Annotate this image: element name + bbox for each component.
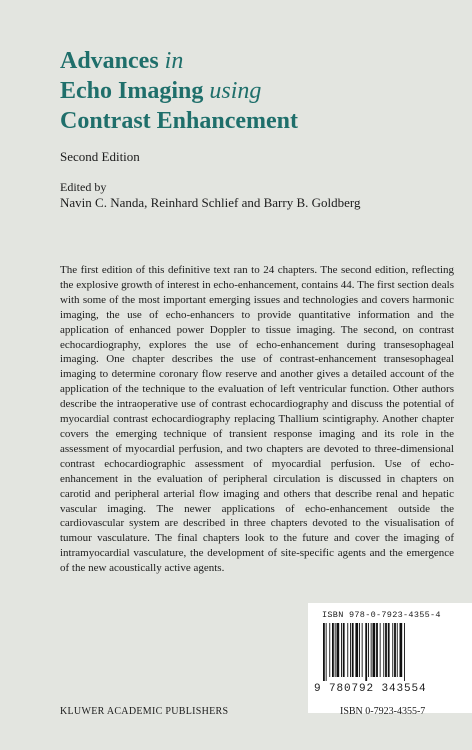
barcode-image <box>322 623 462 681</box>
isbn10-label: ISBN 0-7923-4355-7 <box>340 706 426 717</box>
publisher-name: KLUWER ACADEMIC PUBLISHERS <box>60 706 229 717</box>
title-line-1-text: Advances <box>60 48 165 74</box>
title-line-2 <box>60 76 460 106</box>
editors-names: Navin C. Nanda, Reinhard Schlief and Barry B. Goldberg <box>60 195 361 210</box>
edition-label: Second Edition <box>60 149 140 164</box>
book-title <box>60 46 460 136</box>
isbn13-label: ISBN 978-0-7923-4355-4 <box>322 610 441 620</box>
book-description: The first edition of this definitive text ran to 24 chapters. The second edition, reflecting the explosive growth of interest in echo-enhancement, contains 44. The first section deals with some of the most important emerging issues and technologies and covers harmonic imaging, the use of echo-enhancers to provide quantitative information and the application of enhanced power Doppler to tissue imaging. The second, on contrast echocardiography, explores the use of echo-enhancement during transesophageal imaging. One chapter describes the use of contrast-enhancement transesophageal imaging to determine coronary flow reserve and another gives a detailed account of the application of the technique to the evaluation of left ventricular function. Other authors describe the intraoperative use of contrast echocardiography and discuss the potential of myocardial contrast echocardiography replacing Thallium scintigraphy. Another chapter covers the emerging technique of transient response imaging and its role in the assessment of myocardial perfusion, and two chapters are devoted to three-dimensional contrast echocardiographic assessment of myocardial perfusion. Use of echo-enhancement in the evaluation of peripheral circulation is discussed in chapters on carotid and peripheral arterial flow imaging and others that describe renal and hepatic vascular imaging. The newer applications of echo-enhancement outside the cardiovascular system are described in three chapters devoted to the visualisation of tumour vasculature. The final chapters look to the future and cover the imaging of intramyocardial vasculature, the development of site-specific agents and the emergence of the new acoustically active agents. <box>60 264 454 575</box>
title-line-1-italic: in <box>164 48 184 74</box>
title-line-3: Contrast Enhancement <box>60 108 298 134</box>
ean-digits: 9 780792 343554 <box>314 683 427 695</box>
title-line-2-italic: using <box>209 78 262 104</box>
title-line-1 <box>60 46 460 76</box>
edited-by-label: Edited by <box>60 180 107 194</box>
title-line-2-text: Echo Imaging <box>60 78 210 104</box>
